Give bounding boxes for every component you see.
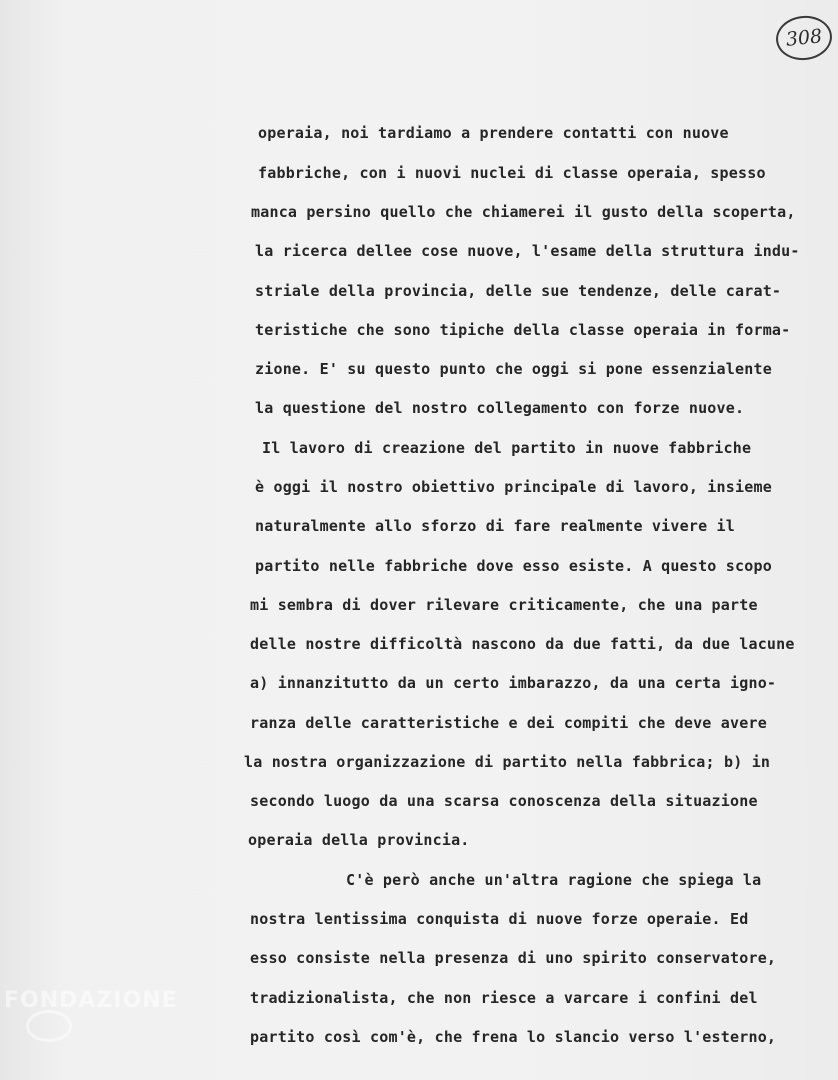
text-line: partito così com'è, che frena lo slancio verso l'esterno, xyxy=(250,1028,777,1046)
text-line: esso consiste nella presenza di uno spirito conservatore, xyxy=(250,949,777,967)
text-line: tradizionalista, che non riesce a varcare i confini del xyxy=(250,989,758,1007)
text-line: zione. E' su questo punto che oggi si pone essenzialente xyxy=(255,360,772,378)
text-line: C'è però anche un'altra ragione che spiega la xyxy=(346,871,762,889)
text-line: è oggi il nostro obiettivo principale di lavoro, insieme xyxy=(255,478,772,496)
text-line: striale della provincia, delle sue tendenze, delle carat- xyxy=(255,282,782,300)
foundation-watermark xyxy=(4,988,178,1048)
text-line: la questione del nostro collegamento con forze nuove. xyxy=(255,399,745,417)
text-line: partito nelle fabbriche dove esso esiste. A questo scopo xyxy=(255,557,772,575)
text-line: mi sembra di dover rilevare criticamente, che una parte xyxy=(250,596,758,614)
text-line: la ricerca dellee cose nuove, l'esame della struttura indu- xyxy=(255,242,800,260)
text-line: nostra lentissima conquista di nuove forze operaie. Ed xyxy=(250,910,749,928)
watermark-logo-icon xyxy=(26,1010,72,1042)
watermark-text: FONDAZIONE xyxy=(4,988,178,1013)
text-line: fabbriche, con i nuovi nuclei di classe operaia, spesso xyxy=(258,164,766,182)
text-line: secondo luogo da una scarsa conoscenza della situazione xyxy=(250,792,758,810)
text-line: operaia, noi tardiamo a prendere contatti con nuove xyxy=(258,124,729,142)
text-line: la nostra organizzazione di partito nella fabbrica; b) in xyxy=(244,753,771,771)
text-line: naturalmente allo sforzo di fare realmente vivere il xyxy=(255,517,735,535)
text-line: manca persino quello che chiamerei il gusto della scoperta, xyxy=(251,203,796,221)
page-number-stamp: 308 xyxy=(774,13,834,63)
text-line: Il lavoro di creazione del partito in nuove fabbriche xyxy=(262,439,752,457)
text-line: delle nostre difficoltà nascono da due fatti, da due lacune xyxy=(250,635,795,653)
text-line: a) innanzitutto da un certo imbarazzo, da una certa igno- xyxy=(250,674,777,692)
text-line: ranza delle caratteristiche e dei compiti che deve avere xyxy=(250,714,767,732)
text-line: teristiche che sono tipiche della classe operaia in forma- xyxy=(255,321,791,339)
text-line: operaia della provincia. xyxy=(248,831,470,849)
